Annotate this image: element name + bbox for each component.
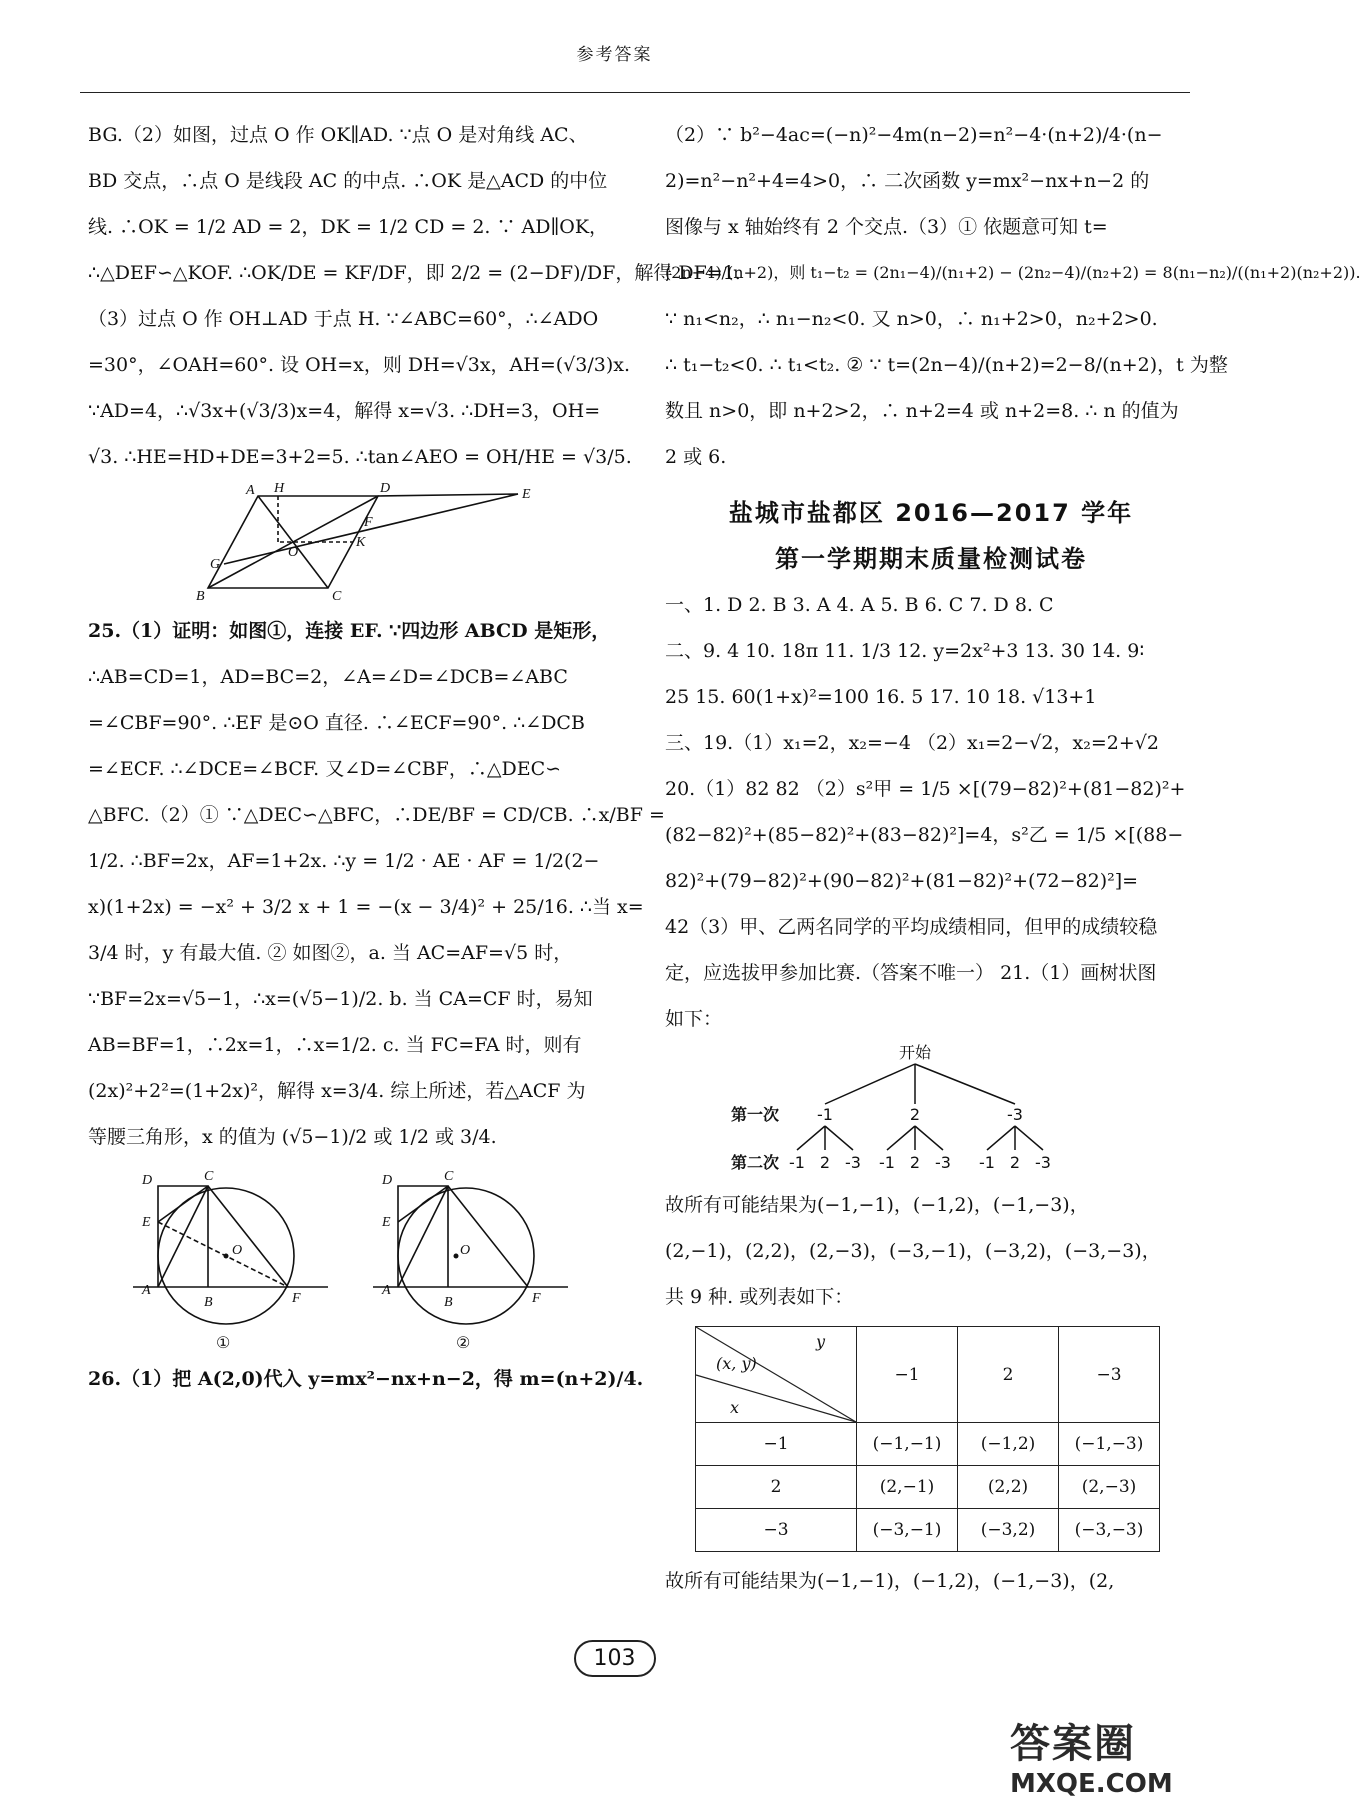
text-line: （3）过点 O 作 OH⊥AD 于点 H. ∵∠ABC=60°，∴∠ADO xyxy=(88,308,599,330)
tree-leaf: -3 xyxy=(845,1153,861,1172)
table-row-head: −1 xyxy=(696,1423,857,1466)
table-col-head: 2 xyxy=(958,1327,1059,1423)
tree-row-label: 第一次 xyxy=(730,1105,780,1124)
point-label: D xyxy=(382,1173,393,1188)
text-line: =∠CBF=90°. ∴EF 是⊙O 直径. ∴∠ECF=90°. ∴∠DCB xyxy=(88,712,585,734)
figure-caption: ① xyxy=(216,1333,231,1352)
tree-leaf: -1 xyxy=(979,1153,995,1172)
watermark-logo xyxy=(1010,1712,1220,1799)
table-header-row xyxy=(696,1327,1160,1423)
circle-figure-2 xyxy=(368,1166,568,1356)
text-line: 故所有可能结果为(−1,−1)，(−1,2)，(−1,−3)，(2, xyxy=(665,1570,1115,1592)
text-line: (2,−1)，(2,2)，(2,−3)，(−3,−1)，(−3,2)，(−3,−3)， xyxy=(665,1240,1161,1262)
text-line: 2)=n²−n²+4=4>0，∴ 二次函数 y=mx²−nx+n−2 的 xyxy=(665,170,1150,192)
text-line: 共 9 种. 或列表如下： xyxy=(665,1286,854,1308)
answer-line: 如下： xyxy=(665,1008,723,1030)
text-line: ∵AD=4，∴√3x+(√3/3)x=4，解得 x=√3. ∴DH=3，OH= xyxy=(88,400,601,422)
text-line: 1/2. ∴BF=2x，AF=1+2x. ∴y = 1/2 · AE · AF = 1/2(2− xyxy=(88,850,600,872)
table-row xyxy=(696,1509,1160,1552)
tree-diagram xyxy=(725,1042,1165,1182)
circle-figure-1 xyxy=(128,1166,328,1356)
answer-line: 三、19.（1）x₁=2，x₂=−4 （2）x₁=2−√2，x₂=2+√2 xyxy=(665,732,1159,754)
table-row-head: 2 xyxy=(696,1466,857,1509)
text-line: 线. ∴OK = 1/2 AD = 2，DK = 1/2 CD = 2. ∵ AD∥OK， xyxy=(88,216,609,238)
point-label: F xyxy=(292,1291,301,1306)
table-cell: (2,−3) xyxy=(1059,1466,1160,1509)
text-line: ∴AB=CD=1，AD=BC=2，∠A=∠D=∠DCB=∠ABC xyxy=(88,666,568,688)
text-line: =∠ECF. ∴∠DCE=∠BCF. 又∠D=∠CBF，∴△DEC∽ xyxy=(88,758,562,780)
table-corner-cell xyxy=(696,1327,857,1423)
text-line: （2）∵ b²−4ac=(−n)²−4m(n−2)=n²−4·(n+2)/4·(n− xyxy=(665,124,1163,146)
text-line: ∴△DEF∽△KOF. ∴OK/DE = KF/DF，即 2/2 = (2−DF)/DF，解得 DF=1. xyxy=(88,262,741,284)
table-cell: (−1,−1) xyxy=(857,1423,958,1466)
answer-line: 20.（1）82 82 （2）s²甲 = 1/5 ×[(79−82)²+(81−82)²+ xyxy=(665,778,1186,800)
corner-diagonals xyxy=(696,1327,856,1422)
text-line: =30°，∠OAH=60°. 设 OH=x，则 DH=√3x，AH=(√3/3)x. xyxy=(88,354,631,376)
answer-line: 二、9. 4 10. 18π 11. 1/3 12. y=2x²+3 13. 30 14. 9∶ xyxy=(665,640,1145,662)
page-number xyxy=(0,1640,1229,1677)
text-line: 2 或 6. xyxy=(665,446,727,468)
text-line: BG.（2）如图，过点 O 作 OK∥AD. ∵点 O 是对角线 AC、 xyxy=(88,124,588,146)
watermark-url: MXQE.COM xyxy=(1010,1769,1173,1799)
point-label: O xyxy=(288,545,299,560)
text-line: ∴ t₁−t₂<0. ∴ t₁<t₂. ② ∵ t=(2n−4)/(n+2)=2−8/(n+2)，t 为整 xyxy=(665,354,1228,376)
tree-leaf: 2 xyxy=(909,1153,921,1172)
text-line: 26.（1）把 A(2,0)代入 y=mx²−nx+n−2，得 m=(n+2)/4. xyxy=(88,1368,644,1390)
table-cell: (−3,2) xyxy=(958,1509,1059,1552)
point-label: C xyxy=(444,1169,454,1184)
corner-xy: (x, y) xyxy=(716,1354,757,1373)
point-label: K xyxy=(356,535,366,550)
table-cell: (2,2) xyxy=(958,1466,1059,1509)
answer-line: 25 15. 60(1+x)²=100 16. 5 17. 10 18. √13+1 xyxy=(665,686,1097,708)
tree-leaf: 2 xyxy=(1009,1153,1021,1172)
point-label: E xyxy=(142,1215,151,1230)
answer-line: 一、1. D 2. B 3. A 4. A 5. B 6. C 7. D 8. C xyxy=(665,594,1054,616)
text-line: 故所有可能结果为(−1,−1)，(−1,2)，(−1,−3)， xyxy=(665,1194,1089,1216)
table-row xyxy=(696,1423,1160,1466)
table-cell: (2,−1) xyxy=(857,1466,958,1509)
text-line: (2x)²+2²=(1+2x)²，解得 x=3/4. 综上所述，若△ACF 为 xyxy=(88,1080,586,1102)
text-line: x)(1+2x) = −x² + 3/2 x + 1 = −(x − 3/4)² + 25/16. ∴当 x= xyxy=(88,896,644,918)
table-cell: (−1,2) xyxy=(958,1423,1059,1466)
point-label: B xyxy=(204,1295,213,1310)
point-label: C xyxy=(332,589,342,604)
table-cell: (−3,−1) xyxy=(857,1509,958,1552)
point-label: A xyxy=(382,1283,391,1298)
answer-line: (82−82)²+(85−82)²+(83−82)²]=4，s²乙 = 1/5 ×[(88− xyxy=(665,824,1184,846)
point-label: O xyxy=(232,1243,243,1258)
text-line: ∵ n₁<n₂，∴ n₁−n₂<0. 又 n>0，∴ n₁+2>0，n₂+2>0. xyxy=(665,308,1158,330)
point-label: D xyxy=(142,1173,153,1188)
text-line: AB=BF=1，∴2x=1，∴x=1/2. c. 当 FC=FA 时，则有 xyxy=(88,1034,582,1056)
tree-root: 开始 xyxy=(898,1043,932,1062)
point-label: A xyxy=(142,1283,151,1298)
figure-caption: ② xyxy=(456,1333,471,1352)
point-label: C xyxy=(204,1169,214,1184)
tree-row-label: 第二次 xyxy=(730,1153,780,1172)
corner-y: y xyxy=(816,1332,826,1351)
exam-subtitle: 第一学期期末质量检测试卷 xyxy=(775,545,1087,573)
circle-figures xyxy=(128,1166,628,1356)
text-line: (2n−4)/(n+2)，则 t₁−t₂ = (2n₁−4)/(n₁+2) − (2n₂−4)/(n₂+2) = 8(n₁−n₂)/((n₁+2)(n₂+2)). xyxy=(665,263,1361,282)
point-label: A xyxy=(246,483,255,498)
table-col-head: −3 xyxy=(1059,1327,1160,1423)
corner-x: x xyxy=(730,1398,740,1417)
point-label: H xyxy=(274,481,285,496)
point-label: O xyxy=(460,1243,471,1258)
point-label: B xyxy=(196,589,205,604)
outcome-table xyxy=(695,1326,1160,1552)
tree-leaf: -1 xyxy=(879,1153,895,1172)
header-rule xyxy=(80,92,1190,93)
text-line: ∵BF=2x=√5−1，∴x=(√5−1)/2. b. 当 CA=CF 时，易知 xyxy=(88,988,593,1010)
point-label: E xyxy=(522,487,531,502)
watermark-text: 答案圈 xyxy=(1010,1721,1136,1767)
table-col-head: −1 xyxy=(857,1327,958,1423)
table-row xyxy=(696,1466,1160,1509)
table-cell: (−3,−3) xyxy=(1059,1509,1160,1552)
tree-leaf: 2 xyxy=(819,1153,831,1172)
text-line: 25.（1）证明：如图①，连接 EF. ∵四边形 ABCD 是矩形， xyxy=(88,620,611,642)
point-label: B xyxy=(444,1295,453,1310)
page-number-badge: 103 xyxy=(574,1640,656,1677)
point-label: E xyxy=(382,1215,391,1230)
tree-node: 2 xyxy=(909,1105,921,1124)
text-line: 图像与 x 轴始终有 2 个交点.（3）① 依题意可知 t= xyxy=(665,216,1108,238)
table-cell: (−1,−3) xyxy=(1059,1423,1160,1466)
exam-title: 盐城市盐都区 2016—2017 学年 xyxy=(728,499,1134,527)
text-line: √3. ∴HE=HD+DE=3+2=5. ∴tan∠AEO = OH/HE = √3/5. xyxy=(88,446,632,468)
point-label: F xyxy=(532,1291,541,1306)
text-line: 3/4 时，y 有最大值. ② 如图②，a. 当 AC=AF=√5 时， xyxy=(88,942,573,964)
text-line: BD 交点，∴点 O 是线段 AC 的中点. ∴OK 是△ACD 的中位 xyxy=(88,170,608,192)
right-column xyxy=(665,112,1361,1604)
tree-leaf: -3 xyxy=(935,1153,951,1172)
table-row-head: −3 xyxy=(696,1509,857,1552)
page-header: 参考答案 xyxy=(576,45,653,65)
text-line: 等腰三角形，x 的值为 (√5−1)/2 或 1/2 或 3/4. xyxy=(88,1126,497,1148)
tree-node: -1 xyxy=(817,1105,833,1124)
tree-leaf: -1 xyxy=(789,1153,805,1172)
tree-node: -3 xyxy=(1007,1105,1023,1124)
parallelogram-figure xyxy=(188,481,608,604)
text-line: △BFC.（2）① ∵△DEC∽△BFC，∴DE/BF = CD/CB. ∴x/BF = xyxy=(88,804,665,826)
answer-line: 42（3）甲、乙两名同学的平均成绩相同，但甲的成绩较稳 xyxy=(665,916,1158,938)
tree-leaf: -3 xyxy=(1035,1153,1051,1172)
text-line: 数且 n>0，即 n+2>2，∴ n+2=4 或 n+2=8. ∴ n 的值为 xyxy=(665,400,1179,422)
answer-line: 定，应选拔甲参加比赛.（答案不唯一） 21.（1）画树状图 xyxy=(665,962,1157,984)
point-label: G xyxy=(210,557,221,572)
point-label: F xyxy=(364,515,373,530)
answer-line: 82)²+(79−82)²+(90−82)²+(81−82)²+(72−82)²]= xyxy=(665,870,1139,892)
point-label: D xyxy=(380,481,391,496)
